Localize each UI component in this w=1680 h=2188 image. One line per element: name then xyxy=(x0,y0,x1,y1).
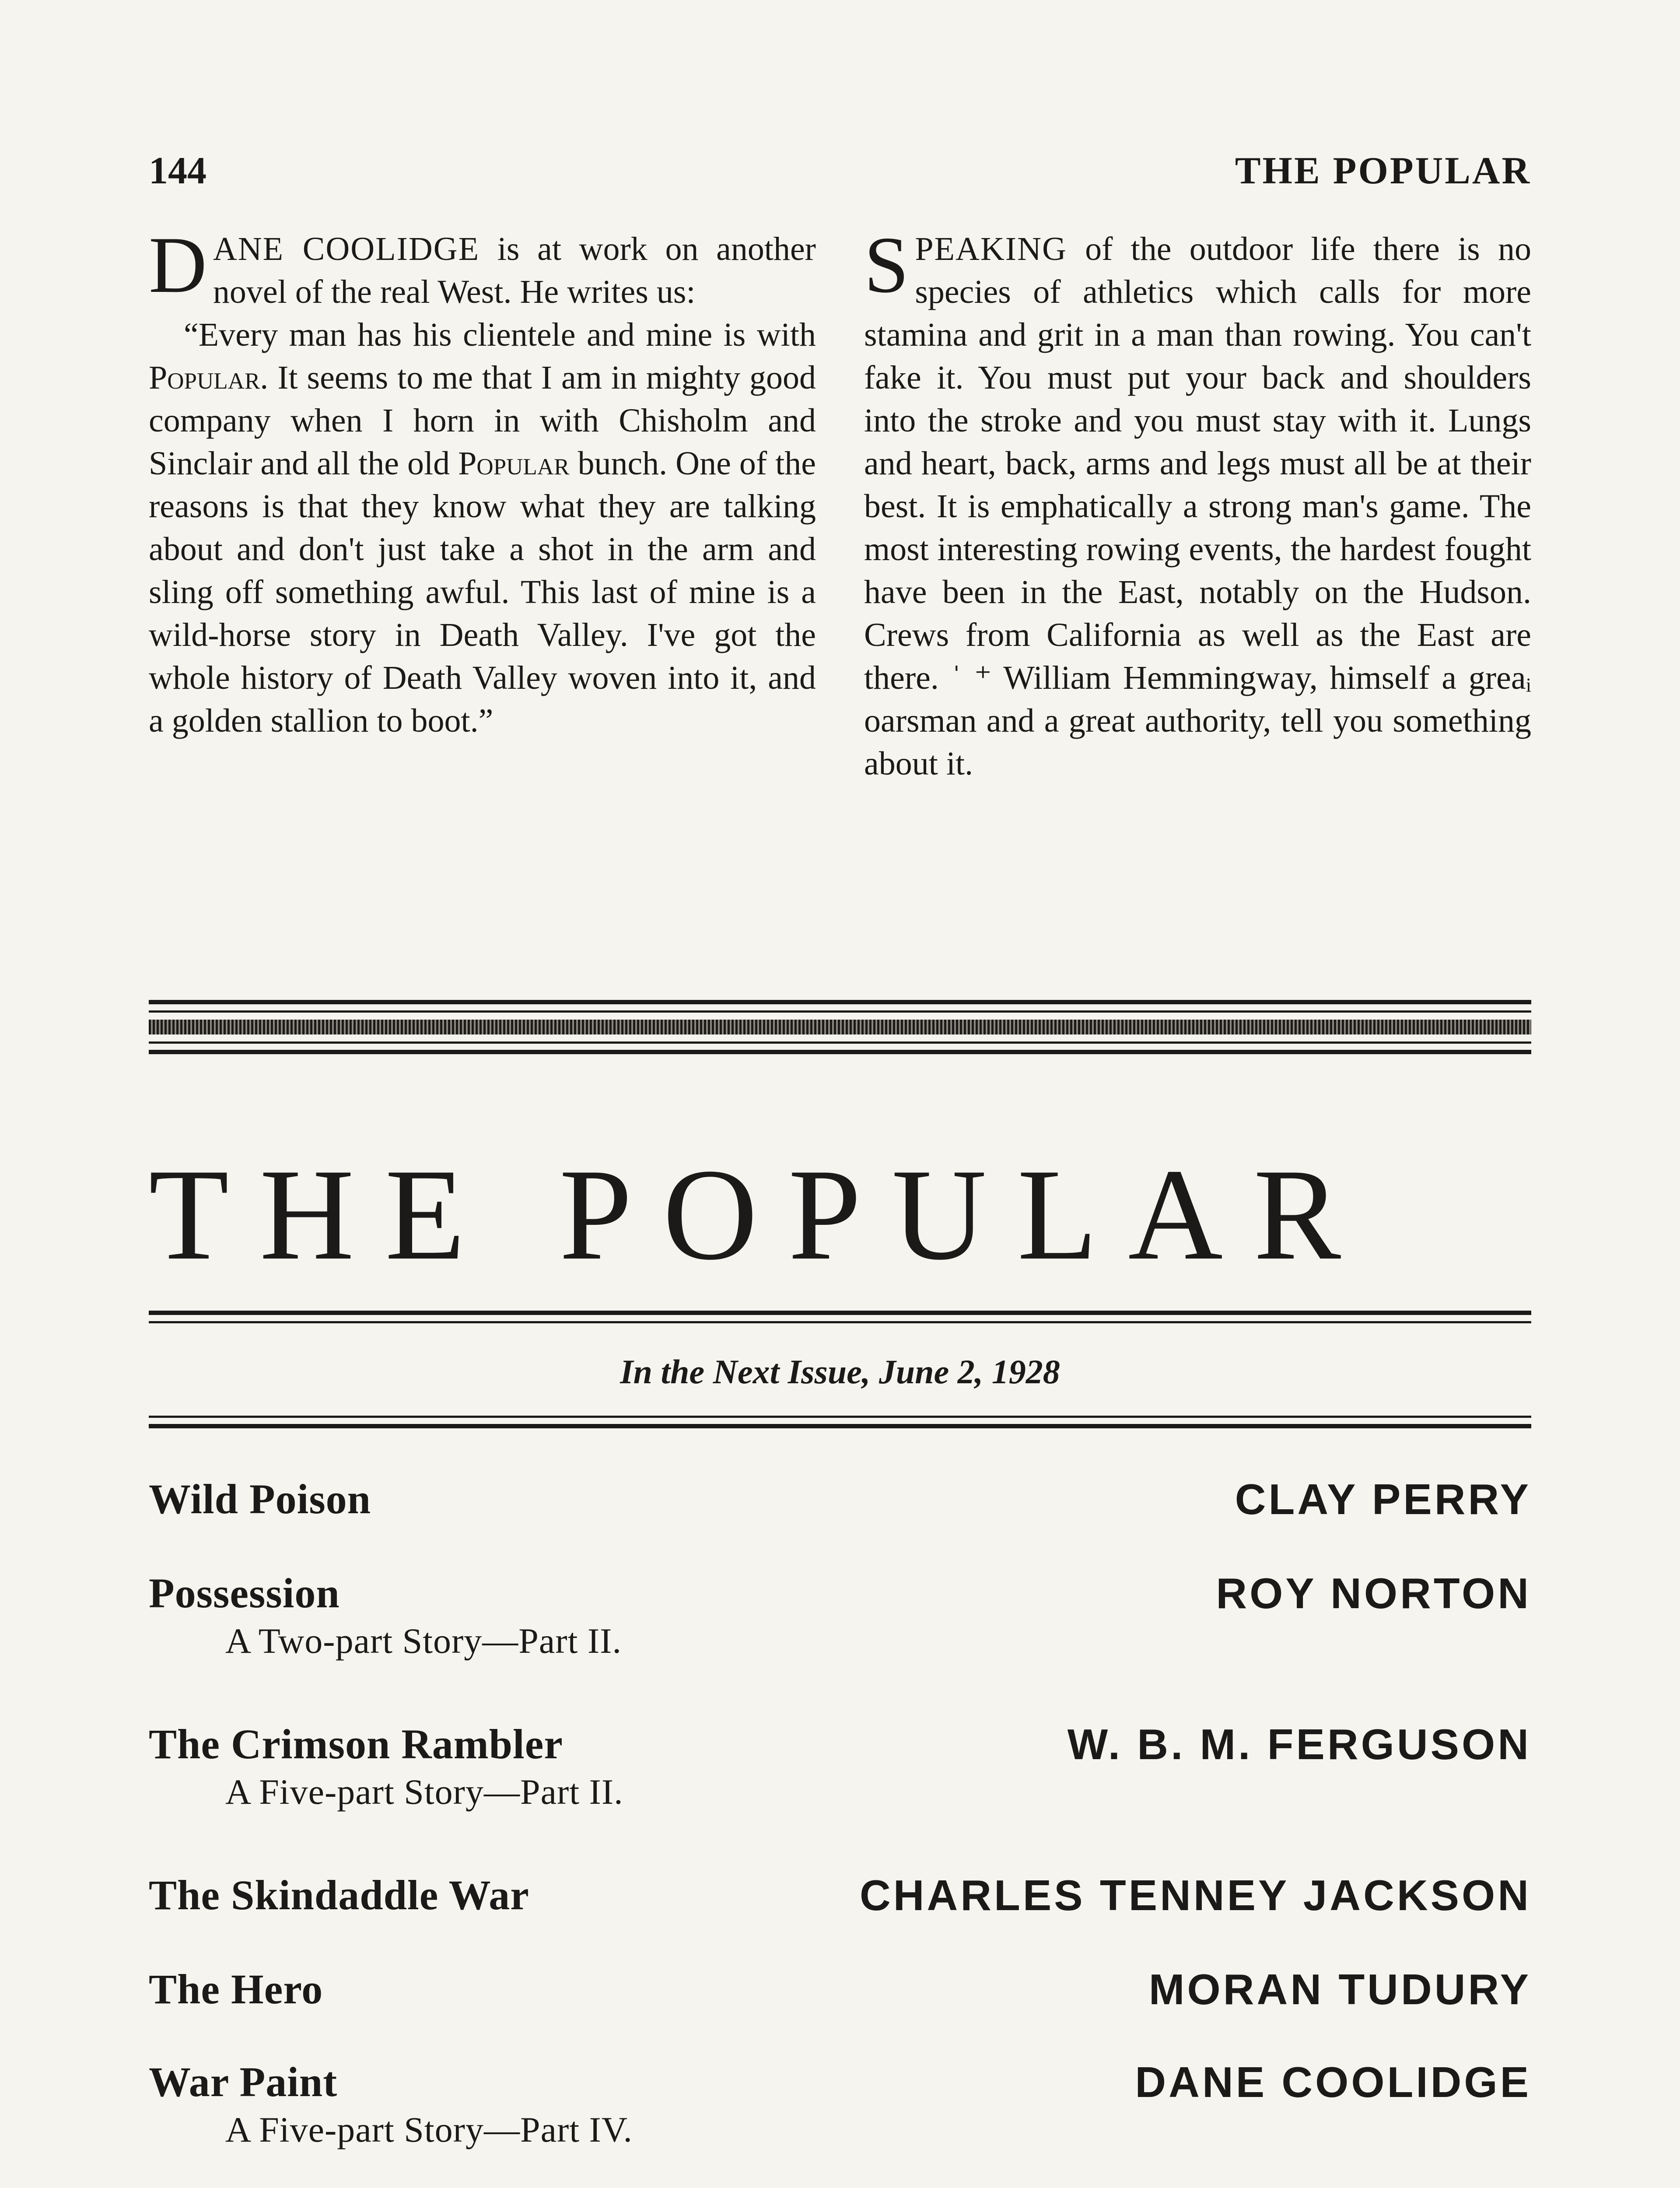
story-title: The Crimson Rambler xyxy=(149,1721,563,1767)
story-title: Wild Poison xyxy=(149,1476,371,1522)
contents-entry xyxy=(149,1720,1531,1871)
story-subtitle: A Five-part Story—Part II. xyxy=(225,1772,623,1812)
quote-text-b: . It seems to me that I am in mighty good company when I horn in with Chisholm and Sinclair and all the old xyxy=(149,359,816,482)
entry-row xyxy=(149,1569,1531,1617)
contents-entry xyxy=(149,1965,1531,2058)
story-subtitle: A Two-part Story—Part II. xyxy=(225,1621,622,1661)
masthead-title: THE POPULAR xyxy=(149,1142,1372,1287)
entry-row xyxy=(149,1475,1531,1523)
story-title: Possession xyxy=(149,1570,340,1616)
entry-row xyxy=(149,2058,1531,2106)
story-author: CLAY PERRY xyxy=(1235,1475,1531,1523)
entry-row xyxy=(149,1871,1531,1919)
entry-row xyxy=(149,1965,1531,2013)
left-paragraph-1 xyxy=(149,220,816,313)
left-column xyxy=(149,220,816,742)
contents-entry xyxy=(149,1569,1531,1720)
contents-entry xyxy=(149,1475,1531,1569)
rule-line xyxy=(149,1311,1531,1315)
story-author: CHARLES TENNEY JACKSON xyxy=(859,1871,1531,1919)
right-column xyxy=(864,220,1531,785)
left-paragraph-1-text: is at work on another novel of the real West. He writes us: xyxy=(213,231,816,310)
running-header xyxy=(149,149,1531,201)
popular-smallcaps: Popular xyxy=(458,445,570,482)
entry-row xyxy=(149,1720,1531,1768)
next-issue-line: In the Next Issue, June 2, 1928 xyxy=(620,1353,1060,1391)
right-paragraph-1-text: of the outdoor life there is no species of athletics which calls for more stamina and grit in a man than rowing. You can't fake it. You must put your back and shoulders into the stroke and you must stay with it. Lungs and heart, back, arms and legs must all be at their best. It is emphatically a strong man's game. The most interesting rowing events, the hardest fought have been in the East, notably on the Hudson. Crews from California as well as the East are there. ˈ ⁺ William Hemmingway, himself a greaᵢ oarsman and a great authority, tell you something about it. xyxy=(864,231,1531,782)
table-of-contents xyxy=(149,1475,1531,2188)
rule-line xyxy=(149,1321,1531,1323)
story-author: DANE COOLIDGE xyxy=(1135,2058,1531,2106)
rule-line xyxy=(149,1050,1531,1054)
contents-entry xyxy=(149,1871,1531,1965)
story-author: MORAN TUDURY xyxy=(1148,1965,1531,2013)
page-number: 144 xyxy=(149,150,206,192)
story-author: ROY NORTON xyxy=(1216,1569,1531,1617)
story-title: The Skindaddle War xyxy=(149,1872,529,1918)
rule-line xyxy=(149,1000,1531,1004)
right-paragraph-1 xyxy=(864,220,1531,785)
story-title: The Hero xyxy=(149,1966,323,2013)
masthead-rule-top xyxy=(149,1311,1531,1323)
lead-in-caps: PEAKING xyxy=(915,231,1067,267)
quote-text-c: bunch. One of the reasons is that they know what they are talking about and don't just take a shot in the arm and sling off something awful. This last of mine is a wild-horse story in Death Valley. I've got the whole history of Death Valley woven into it, and a golden stallion to boot.” xyxy=(149,445,816,739)
story-author: W. B. M. FERGUSON xyxy=(1067,1720,1531,1768)
masthead xyxy=(149,1142,1531,1287)
left-paragraph-2 xyxy=(149,313,816,742)
masthead-rule-bottom xyxy=(149,1416,1531,1428)
contents-entry xyxy=(149,2058,1531,2188)
drop-cap-d: D xyxy=(149,220,207,309)
drop-cap-s: S xyxy=(864,220,909,309)
running-title: THE POPULAR xyxy=(1235,150,1531,192)
editorial-columns xyxy=(149,220,1531,928)
story-subtitle: A Five-part Story—Part IV. xyxy=(225,2110,633,2149)
popular-smallcaps: Popular xyxy=(149,359,260,396)
quote-text-a: “Every man has his clientele and mine is with xyxy=(184,316,816,353)
lead-in-caps: ANE COOLIDGE xyxy=(213,231,480,267)
hatched-band xyxy=(149,1020,1531,1034)
ornamental-rule xyxy=(149,1000,1531,1054)
rule-line xyxy=(149,1424,1531,1428)
story-title: War Paint xyxy=(149,2058,338,2105)
